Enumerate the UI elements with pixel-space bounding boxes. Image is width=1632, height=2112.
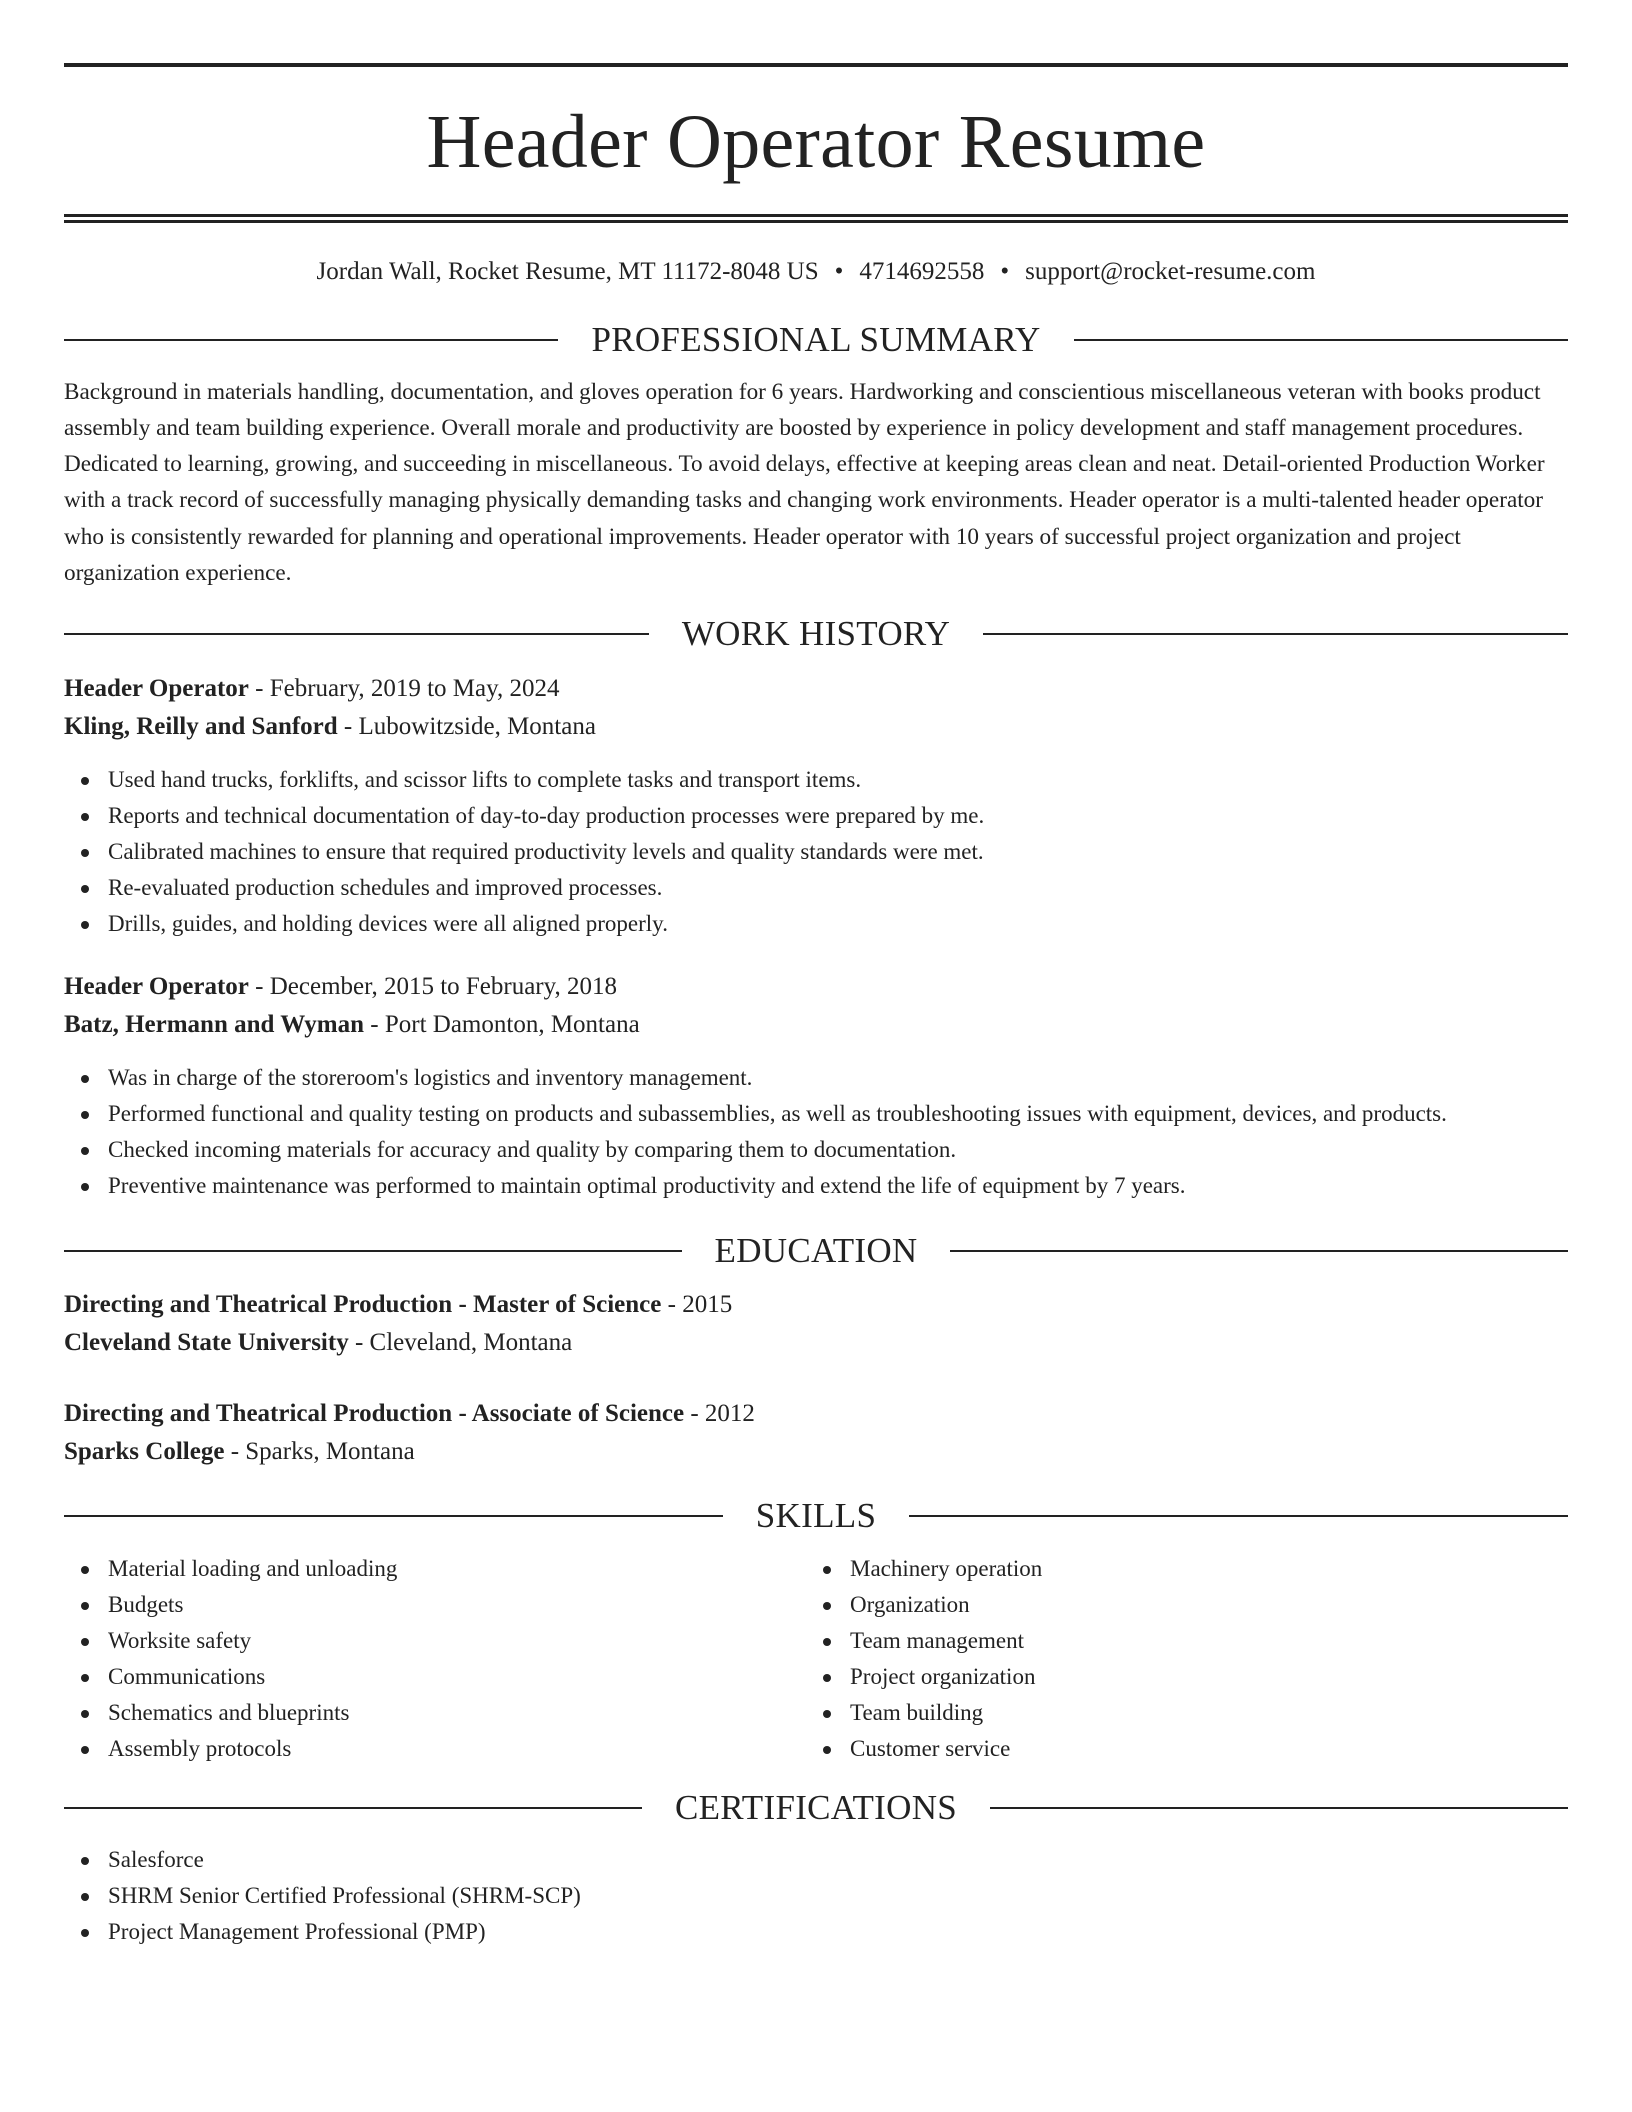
section-rule [64, 633, 649, 635]
section-rule [64, 1250, 682, 1252]
job-bullet: Drills, guides, and holding devices were all aligned properly. [64, 906, 1568, 942]
education-school: Sparks College [64, 1438, 225, 1466]
education-school: Cleveland State University [64, 1329, 349, 1357]
education-degree: Directing and Theatrical Production - Master of Science [64, 1291, 662, 1319]
education-degree-line [64, 1286, 1568, 1324]
section-rule [950, 1250, 1568, 1252]
skill-item: Communications [64, 1659, 806, 1695]
skill-item: Worksite safety [64, 1623, 806, 1659]
education-school-line [64, 1324, 1568, 1362]
section-title-summary: PROFESSIONAL SUMMARY [591, 320, 1041, 359]
job-title: Header Operator [64, 972, 249, 1000]
section-title-education: EDUCATION [714, 1230, 918, 1270]
contact-address: Jordan Wall, Rocket Resume, MT 11172-8048 US [316, 258, 819, 285]
contact-separator: • [1000, 258, 1010, 285]
skill-item: Organization [806, 1587, 1548, 1623]
certification-item: Project Management Professional (PMP) [64, 1914, 1568, 1950]
job-company-line [64, 708, 1568, 746]
title-double-rule [64, 214, 1568, 223]
job-bullet: Preventive maintenance was performed to maintain optimal productivity and extend the life of equipment by 7 years. [64, 1168, 1568, 1204]
section-rule [983, 633, 1568, 635]
job-dates: - December, 2015 to February, 2018 [248, 972, 618, 1000]
section-title-certifications: CERTIFICATIONS [674, 1787, 958, 1827]
education-year: - 2012 [684, 1400, 755, 1428]
job-location: - Port Damonton, Montana [364, 1010, 640, 1038]
section-title-work-history: WORK HISTORY [681, 614, 951, 654]
education-location: - Sparks, Montana [224, 1438, 415, 1466]
skill-item: Budgets [64, 1587, 806, 1623]
job-dates: - February, 2019 to May, 2024 [248, 674, 560, 702]
job-bullet-list [64, 1060, 1568, 1204]
skill-item: Team building [806, 1695, 1548, 1731]
contact-separator: • [834, 258, 844, 285]
skills-grid [64, 1551, 1568, 1767]
skill-item: Team management [806, 1623, 1548, 1659]
job-bullet: Used hand trucks, forklifts, and scissor lifts to complete tasks and transport items. [64, 762, 1568, 798]
certifications-list [64, 1842, 1568, 1950]
job-bullet: Performed functional and quality testing on products and subassemblies, as well as troubleshooting issues with equipment, devices, and products. [64, 1096, 1568, 1132]
section-header-summary [64, 317, 1568, 363]
skill-item: Customer service [806, 1731, 1548, 1767]
job-bullet: Checked incoming materials for accuracy and quality by comparing them to documentation. [64, 1132, 1568, 1168]
section-title-skills: SKILLS [755, 1496, 877, 1536]
education-degree: Directing and Theatrical Production - Associate of Science [64, 1400, 685, 1428]
skill-item: Project organization [806, 1659, 1548, 1695]
education-year: - 2015 [661, 1291, 733, 1319]
education-school-line [64, 1433, 1568, 1471]
job-bullet: Calibrated machines to ensure that required productivity levels and quality standards were met. [64, 834, 1568, 870]
section-rule [64, 1515, 723, 1517]
job-bullet-list [64, 762, 1568, 942]
section-rule [1074, 339, 1568, 341]
contact-line [64, 257, 1568, 287]
section-rule [990, 1807, 1568, 1809]
certification-item: SHRM Senior Certified Professional (SHRM-SCP) [64, 1878, 1568, 1914]
section-rule [64, 339, 558, 341]
education-degree-line [64, 1395, 1568, 1433]
skill-item: Material loading and unloading [64, 1551, 806, 1587]
section-rule [64, 1807, 642, 1809]
section-rule [909, 1515, 1568, 1517]
skill-item: Schematics and blueprints [64, 1695, 806, 1731]
resume-title: Header Operator Resume [426, 100, 1206, 184]
contact-phone: 4714692558 [859, 258, 985, 285]
resume-page [64, 63, 1568, 1950]
education-location: - Cleveland, Montana [348, 1329, 573, 1357]
education-entry [64, 1395, 1568, 1471]
job-company-line [64, 1006, 1568, 1044]
section-header-education [64, 1228, 1568, 1274]
job-company: Batz, Hermann and Wyman [64, 1010, 365, 1038]
job-location: - Lubowitzside, Montana [337, 712, 596, 740]
section-header-skills [64, 1493, 1568, 1539]
job-title-line [64, 968, 1568, 1006]
summary-text: Background in materials handling, documentation, and gloves operation for 6 years. Hardworking and conscientious miscellaneous veteran with books product assembly and team building experience. Overall morale and productivity are boosted by experience in policy development and staff management procedures. Dedicated to learning, growing, and succeeding in miscellaneous. To avoid delays, effective at keeping areas clean and neat. Detail-oriented Production Worker with a track record of successfully managing physically demanding tasks and changing work environments. Header operator is a multi-talented header operator who is consistently rewarded for planning and operational improvements. Header operator with 10 years of successful project organization and project organization experience. [64, 378, 1545, 586]
job-title: Header Operator [64, 674, 249, 702]
skills-column-right [806, 1551, 1548, 1767]
job-entry [64, 670, 1568, 942]
job-bullet: Re-evaluated production schedules and improved processes. [64, 870, 1568, 906]
job-bullet: Reports and technical documentation of day-to-day production processes were prepared by me. [64, 798, 1568, 834]
skill-item: Assembly protocols [64, 1731, 806, 1767]
section-header-certifications [64, 1785, 1568, 1831]
contact-email: support@rocket-resume.com [1025, 258, 1316, 285]
section-header-work-history [64, 611, 1568, 657]
job-company: Kling, Reilly and Sanford [64, 712, 338, 740]
job-title-line [64, 670, 1568, 708]
job-entry [64, 968, 1568, 1204]
job-bullet: Was in charge of the storeroom's logistics and inventory management. [64, 1060, 1568, 1096]
certification-item: Salesforce [64, 1842, 1568, 1878]
top-rule [64, 63, 1568, 67]
skills-column-left [64, 1551, 806, 1767]
skill-item: Machinery operation [806, 1551, 1548, 1587]
education-entry [64, 1286, 1568, 1362]
